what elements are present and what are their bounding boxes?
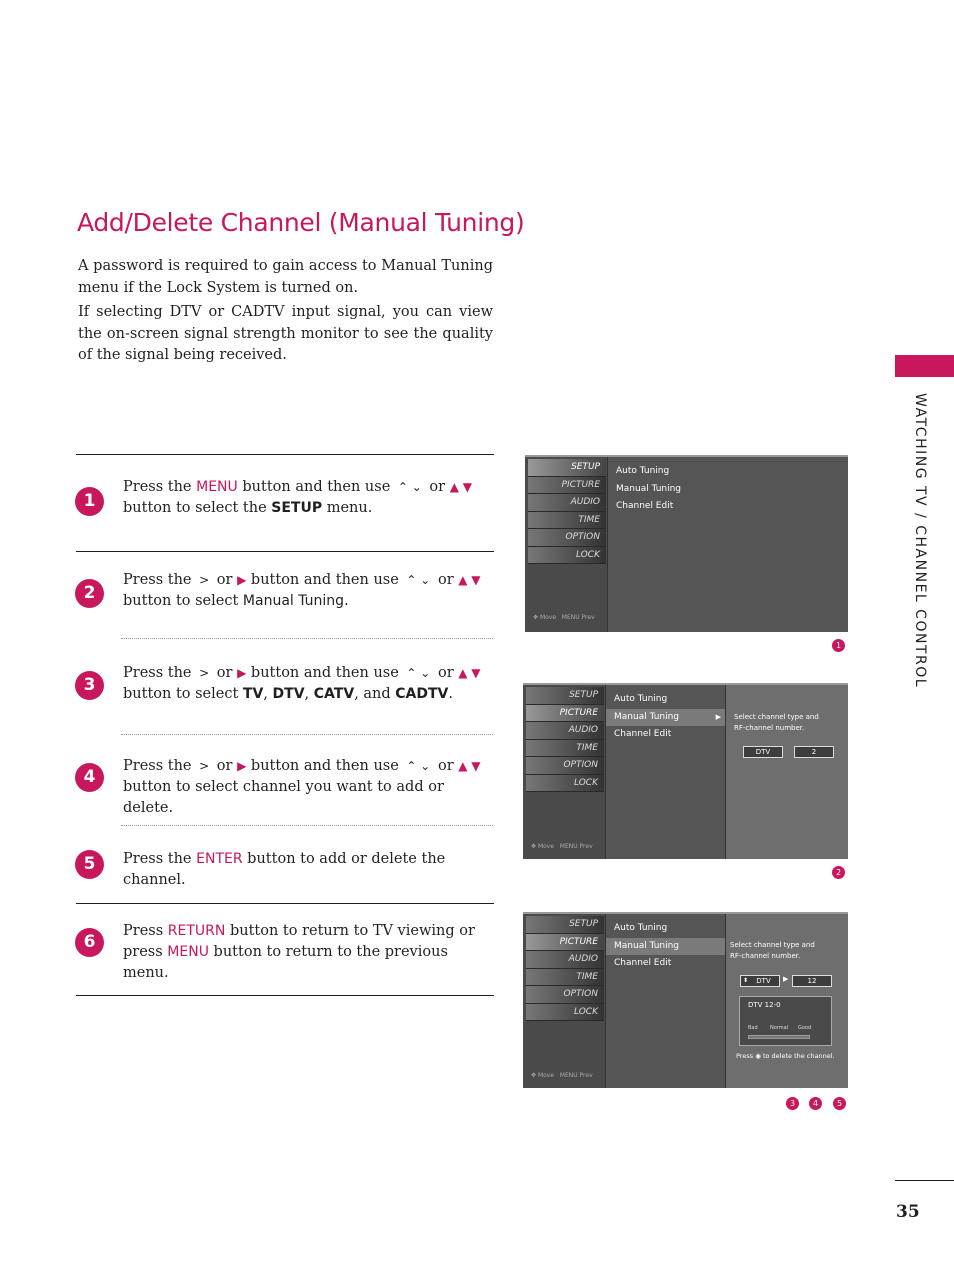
dotted-divider	[121, 825, 493, 826]
intro-paragraph-1: A password is required to gain access to Manual Tuning menu if the Lock System is turned on.	[78, 258, 493, 296]
right-arrow-icon: ▶	[237, 666, 247, 680]
channel-type-box: ⬍ DTV	[740, 975, 780, 987]
step-6-text: Press RETURN button to return to TV viewing or press MENU button to return to the previous menu.	[123, 923, 475, 981]
side-menu: SETUP PICTURE AUDIO TIME OPTION LOCK	[528, 459, 606, 567]
divider	[76, 454, 494, 455]
step-4-number: 4	[75, 763, 104, 792]
up-down-arrow-icon: ▲ ▼	[458, 666, 481, 680]
right-icon: >	[199, 666, 210, 680]
delete-hint: Press ◉ to delete the channel.	[736, 1052, 835, 1060]
page-rule	[895, 1180, 954, 1181]
setup-panel: Auto Tuning Manual Tuning Channel Edit	[607, 457, 848, 632]
step-2-text: Press the > or ▶ button and then use ⌃ ⌄ or ▲ ▼ button to select Manual Tuning.	[123, 572, 481, 609]
divider	[76, 903, 494, 904]
menu-footer: ✥ Move MENU Prev	[531, 843, 593, 850]
menu-key: MENU	[196, 479, 238, 495]
right-icon: >	[199, 573, 210, 587]
step-4-text: Press the > or ▶ button and then use ⌃ ⌄ or ▲ ▼ button to select channel you want to add or delete.	[123, 758, 481, 816]
up-down-icon: ⌃ ⌄	[406, 666, 431, 680]
step-1-text: Press the MENU button and then use ⌃ ⌄ or ▲ ▼ button to select the SETUP menu.	[123, 479, 472, 516]
step-5-number: 5	[75, 850, 104, 879]
step-3-number: 3	[75, 671, 104, 700]
up-down-arrow-icon: ▲ ▼	[449, 480, 472, 494]
up-down-arrow-icon: ▲ ▼	[458, 759, 481, 773]
marker-1: 1	[832, 639, 845, 652]
setup-panel: Auto Tuning Manual Tuning ▶ Channel Edit	[605, 685, 725, 859]
marker-3: 3	[786, 1097, 799, 1110]
up-down-arrow-icon: ⬍	[743, 977, 749, 984]
channel-type-box: DTV	[743, 746, 783, 758]
page-title: Add/Delete Channel (Manual Tuning)	[77, 208, 525, 237]
menu-key: MENU	[167, 944, 209, 960]
tv-screen-2	[523, 683, 848, 859]
up-down-icon: ⌃ ⌄	[397, 480, 422, 494]
divider	[76, 551, 494, 552]
marker-5: 5	[833, 1097, 846, 1110]
step-2-number: 2	[75, 579, 104, 608]
channel-number-box: 2	[794, 746, 834, 758]
tv-screen-1	[525, 455, 848, 632]
up-down-icon: ⌃ ⌄	[406, 573, 431, 587]
dotted-divider	[121, 638, 493, 639]
manual-tuning-selected: Manual Tuning ▶	[606, 709, 725, 727]
channel-number-box: 12	[792, 975, 832, 987]
up-down-icon: ⌃ ⌄	[406, 759, 431, 773]
up-down-arrow-icon: ▲ ▼	[458, 573, 481, 587]
intro-text	[78, 256, 493, 370]
marker-2: 2	[832, 866, 845, 879]
return-key: RETURN	[167, 923, 226, 939]
step-3-text: Press the > or ▶ button and then use ⌃ ⌄ or ▲ ▼ button to select TV, DTV, CATV, and CADTV.	[123, 665, 481, 702]
dotted-divider	[121, 734, 493, 735]
right-arrow-icon: ▶	[237, 759, 247, 773]
signal-meter	[748, 1035, 810, 1039]
enter-key: ENTER	[196, 851, 243, 867]
arrow-right-icon: ▶	[783, 975, 789, 983]
setup-panel: Auto Tuning Manual Tuning Channel Edit	[605, 914, 725, 1088]
manual-tuning-panel: Select channel type and RF-channel number. DTV 2	[725, 685, 848, 859]
divider	[76, 995, 494, 996]
intro-paragraph-2: If selecting DTV or CADTV input signal, you can view the on-screen signal strength monitor to see the quality of the signal being received.	[78, 304, 493, 363]
signal-strength-box: DTV 12-0 Bad Normal Good	[739, 996, 832, 1046]
manual-tuning-panel: Select channel type and RF-channel number. ⬍ DTV ▶ 12 DTV 12-0 Bad Normal Good Press ◉ to delete the channel.	[725, 914, 848, 1088]
arrow-right-icon: ▶	[715, 712, 721, 721]
menu-footer: ✥ Move MENU Prev	[533, 614, 595, 621]
step-5-text: Press the ENTER button to add or delete the channel.	[123, 851, 446, 888]
side-menu: SETUP PICTURE AUDIO TIME OPTION LOCK	[526, 687, 604, 795]
step-6-number: 6	[75, 928, 104, 957]
right-arrow-icon: ▶	[237, 573, 247, 587]
section-tab	[895, 355, 954, 377]
menu-footer: ✥ Move MENU Prev	[531, 1072, 593, 1079]
page-number: 35	[896, 1202, 920, 1222]
section-label: WATCHING TV / CHANNEL CONTROL	[912, 393, 928, 689]
side-menu: SETUP PICTURE AUDIO TIME OPTION LOCK	[526, 916, 604, 1024]
step-1-number: 1	[75, 487, 104, 516]
right-icon: >	[199, 759, 210, 773]
tv-screen-3	[523, 912, 848, 1088]
enter-icon: ◉	[755, 1052, 761, 1060]
marker-4: 4	[809, 1097, 822, 1110]
